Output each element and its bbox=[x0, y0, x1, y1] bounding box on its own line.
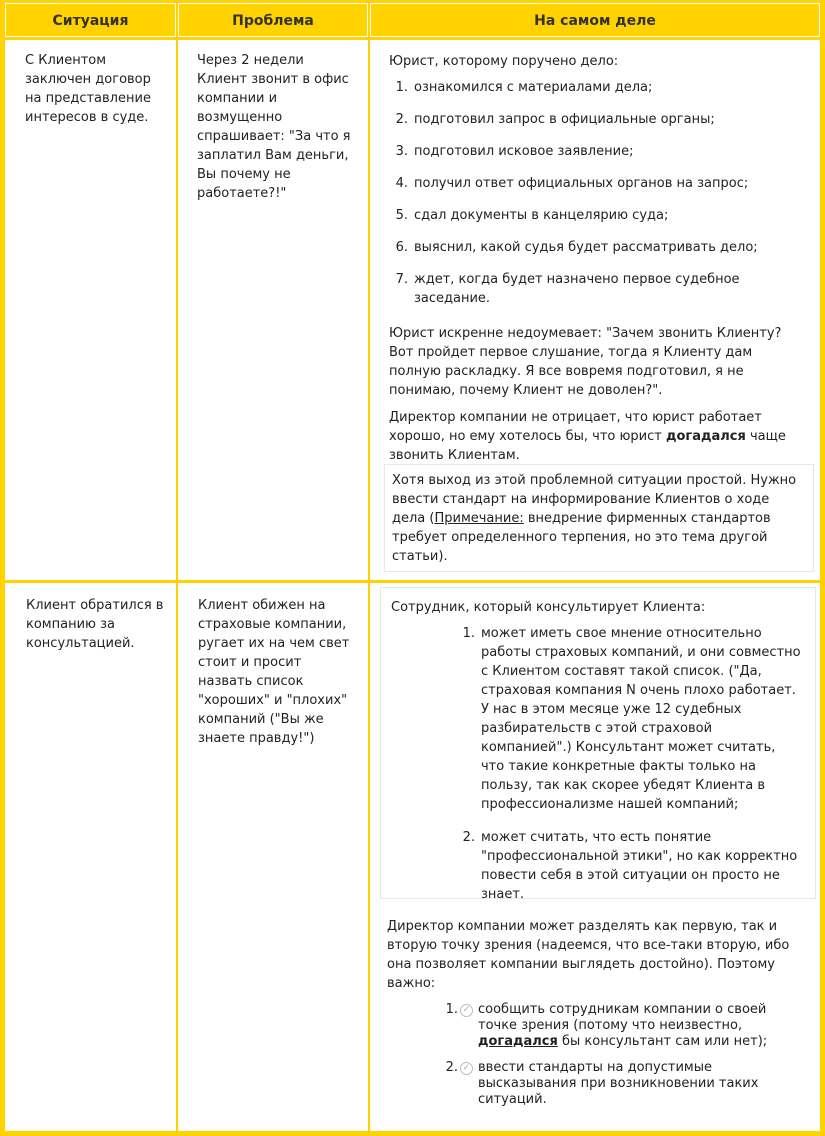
list-item: 7. ждет, когда будет назначено первое судебное заседание. bbox=[395, 272, 740, 306]
list-item: 2. может считать, что есть понятие "профессиональной этики", но как корректно повести себя в этой ситуации он просто не знает. bbox=[462, 830, 798, 902]
row2-actions-list bbox=[445, 1002, 778, 1108]
row1-situation: С Клиентом заключен договор на представление интересов в суде. bbox=[25, 53, 151, 125]
row1-reality-cell bbox=[370, 40, 820, 580]
header-problem: Проблема bbox=[178, 3, 368, 37]
row2-opinions-list bbox=[462, 624, 801, 904]
step-text: подготовил исковое заявление; bbox=[414, 144, 634, 159]
opinion-text: может считать, что есть понятие "профессиональной этики", но как корректно повести себя в этой ситуации он просто не знает. bbox=[481, 830, 798, 902]
row2-situation: Клиент обратился в компанию за консультацией. bbox=[26, 598, 164, 651]
opinion-text: может иметь свое мнение относительно работы страховых компаний, и они совместно с Клиентом составят такой список. ("Да, страховая компания N очень плохо работает. У нас в этом месяце уже 12 судебных разбирательств с этой страховой компанией".) Консультант может считать, что такие конкретные факты только на пользу, так как скорее убедят Клиента в профессионализме нашей компаний; bbox=[481, 626, 801, 812]
bold-term: догадался bbox=[666, 429, 746, 444]
list-item: 5. сдал документы в канцелярию суда; bbox=[395, 208, 669, 223]
row1-steps-list bbox=[395, 78, 814, 308]
row2-director: Директор компании может разделять как первую, так и вторую точку зрения (надеемся, что все-таки вторую, ибо она позволяет компании выглядеть достойно). Поэтому важно: bbox=[387, 919, 790, 991]
step-text: получил ответ официальных органов на запрос; bbox=[414, 176, 749, 191]
list-item: 1. может иметь свое мнение относительно работы страховых компаний, и они совместно с Клиентом составят такой список. ("Да, страховая компания N очень плохо работает. У нас в этом месяце уже 12 судебных разбирательств с этой страховой компанией".) Консультант может считать, что такие конкретные факты только на пользу, так как скорее убедят Клиента в профессионализме нашей компаний; bbox=[462, 626, 801, 812]
row2-situation-cell bbox=[5, 583, 176, 1131]
row2-problem: Клиент обижен на страховые компании, ругает их на чем свет стоит и просит назвать список "хороших" и "плохих" компаний ("Вы же знаете правду!") bbox=[198, 598, 350, 746]
step-text: ждет, когда будет назначено первое судебное заседание. bbox=[414, 272, 740, 306]
row1-lawyer-quote: Юрист искренне недоумевает: "Зачем звонить Клиенту? Вот пройдет первое слушание, тогда я Клиенту дам полную раскладку. Я все вовремя подготовил, я не понимаю, почему Клиент не доволен?". bbox=[389, 326, 782, 398]
step-text: выяснил, какой судья будет рассматривать дело; bbox=[414, 240, 758, 255]
list-item: 6. выяснил, какой судья будет рассматривать дело; bbox=[395, 240, 758, 255]
note-label: Примечание: bbox=[434, 511, 524, 526]
header-reality: На самом деле bbox=[370, 3, 820, 37]
row2-employee-box bbox=[380, 587, 816, 902]
row1-solution: Хотя выход из этой проблемной ситуации простой. Нужно ввести стандарт на информирование Клиентов о ходе дела (Примечание: внедрение фирменных стандартов требует определенного терпения, но это тема другой статьи). bbox=[392, 473, 797, 564]
row1-intro: Юрист, которому поручено дело: bbox=[389, 54, 619, 69]
row1-director: Директор компании не отрицает, что юрист работает хорошо, но ему хотелось бы, что юрист догадался чаще звонить Клиентам. bbox=[389, 410, 786, 463]
row1-problem-cell bbox=[178, 40, 368, 580]
step-text: сдал документы в канцелярию суда; bbox=[414, 208, 669, 223]
row1-situation-cell bbox=[5, 40, 176, 580]
row2-intro: Сотрудник, который консультирует Клиента: bbox=[391, 600, 706, 615]
list-item: 2. подготовил запрос в официальные органы; bbox=[395, 112, 715, 127]
list-item: 1. ✓ сообщить сотрудникам компании о своей точке зрения (потому что неизвестно, догадался бы консультант сам или нет); bbox=[445, 1002, 768, 1049]
row1-problem: Через 2 недели Клиент звонит в офис компании и возмущенно спрашивает: "За что я заплатил Вам деньги, Вы почему не работаете?!" bbox=[197, 53, 351, 201]
list-item: 2. ✓ ввести стандарты на допустимые высказывания при возникновении таких ситуаций. bbox=[445, 1060, 759, 1107]
row1-solution-box bbox=[384, 464, 814, 572]
header-situation: Ситуация bbox=[5, 3, 176, 37]
bold-term: догадался bbox=[478, 1034, 558, 1049]
check-circle-icon: ✓ bbox=[460, 1004, 473, 1017]
step-text: ознакомился с материалами дела; bbox=[414, 80, 653, 95]
check-circle-icon: ✓ bbox=[460, 1062, 473, 1075]
list-item: 4. получил ответ официальных органов на запрос; bbox=[395, 176, 749, 191]
list-item: 3. подготовил исковое заявление; bbox=[395, 144, 634, 159]
row2-reality-cell bbox=[370, 583, 820, 1131]
list-item: 1. ознакомился с материалами дела; bbox=[395, 80, 653, 95]
row2-problem-cell bbox=[178, 583, 368, 1131]
step-text: подготовил запрос в официальные органы; bbox=[414, 112, 715, 127]
